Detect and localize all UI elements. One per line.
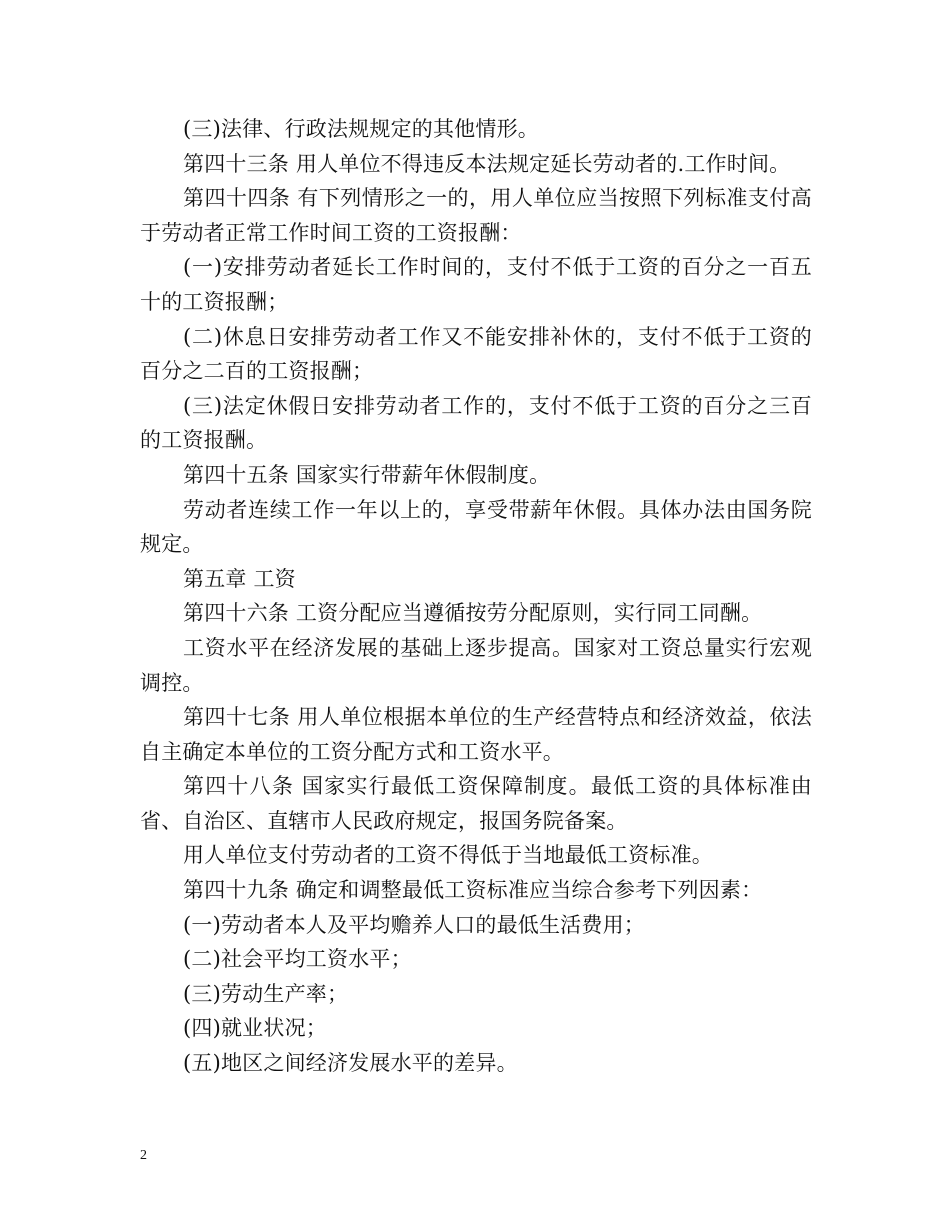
paragraph-article-43: 第四十三条 用人单位不得违反本法规定延长劳动者的.工作时间。 bbox=[183, 151, 791, 176]
paragraph-article-49-item-3: (三)劳动生产率； bbox=[183, 981, 349, 1006]
paragraph-article-44-item-3: (三)法定休假日安排劳动者工作的，支付不低于工资的百分之三百的工资报酬。 bbox=[140, 393, 812, 453]
page-number: 2 bbox=[140, 1148, 147, 1163]
paragraph-article-44-item-1: (一)安排劳动者延长工作时间的，支付不低于工资的百分之一百五十的工资报酬； bbox=[140, 255, 812, 314]
paragraph-clause-3-other-cases: (三)法律、行政法规规定的其他情形。 bbox=[183, 117, 539, 141]
paragraph-article-48: 第四十八条 国家实行最低工资保障制度。最低工资的具体标准由省、自治区、直辖市人民政府规定，报国务院备案。 bbox=[140, 774, 812, 833]
paragraph-article-49-item-1: (一)劳动者本人及平均赡养人口的最低生活费用； bbox=[183, 912, 645, 937]
paragraph-article-45-detail: 劳动者连续工作一年以上的，享受带薪年休假。具体办法由国务院规定。 bbox=[140, 497, 812, 557]
paragraph-article-45: 第四十五条 国家实行带薪年休假制度。 bbox=[183, 462, 551, 487]
paragraph-article-46: 第四十六条 工资分配应当遵循按劳分配原则，实行同工同酬。 bbox=[183, 601, 763, 626]
paragraph-article-49-item-4: (四)就业状况； bbox=[183, 1016, 327, 1041]
paragraph-article-44: 第四十四条 有下列情形之一的，用人单位应当按照下列标准支付高于劳动者正常工作时间工资的工资报酬： bbox=[140, 186, 812, 245]
paragraph-article-48-detail: 用人单位支付劳动者的工资不得低于当地最低工资标准。 bbox=[183, 843, 713, 868]
paragraph-article-49-item-2: (二)社会平均工资水平； bbox=[183, 947, 412, 972]
chapter-heading-wages: 第五章 工资 bbox=[183, 566, 296, 591]
paragraph-article-49: 第四十九条 确定和调整最低工资标准应当综合参考下列因素： bbox=[183, 878, 763, 903]
paragraph-article-47: 第四十七条 用人单位根据本单位的生产经营特点和经济效益，依法自主确定本单位的工资分配方式和工资水平。 bbox=[140, 705, 812, 764]
document-body bbox=[140, 112, 812, 1081]
paragraph-article-46-detail: 工资水平在经济发展的基础上逐步提高。国家对工资总量实行宏观调控。 bbox=[140, 635, 812, 695]
paragraph-article-49-item-5: (五)地区之间经济发展水平的差异。 bbox=[183, 1051, 518, 1076]
paragraph-article-44-item-2: (二)休息日安排劳动者工作又不能安排补休的，支付不低于工资的百分之二百的工资报酬； bbox=[140, 324, 812, 384]
